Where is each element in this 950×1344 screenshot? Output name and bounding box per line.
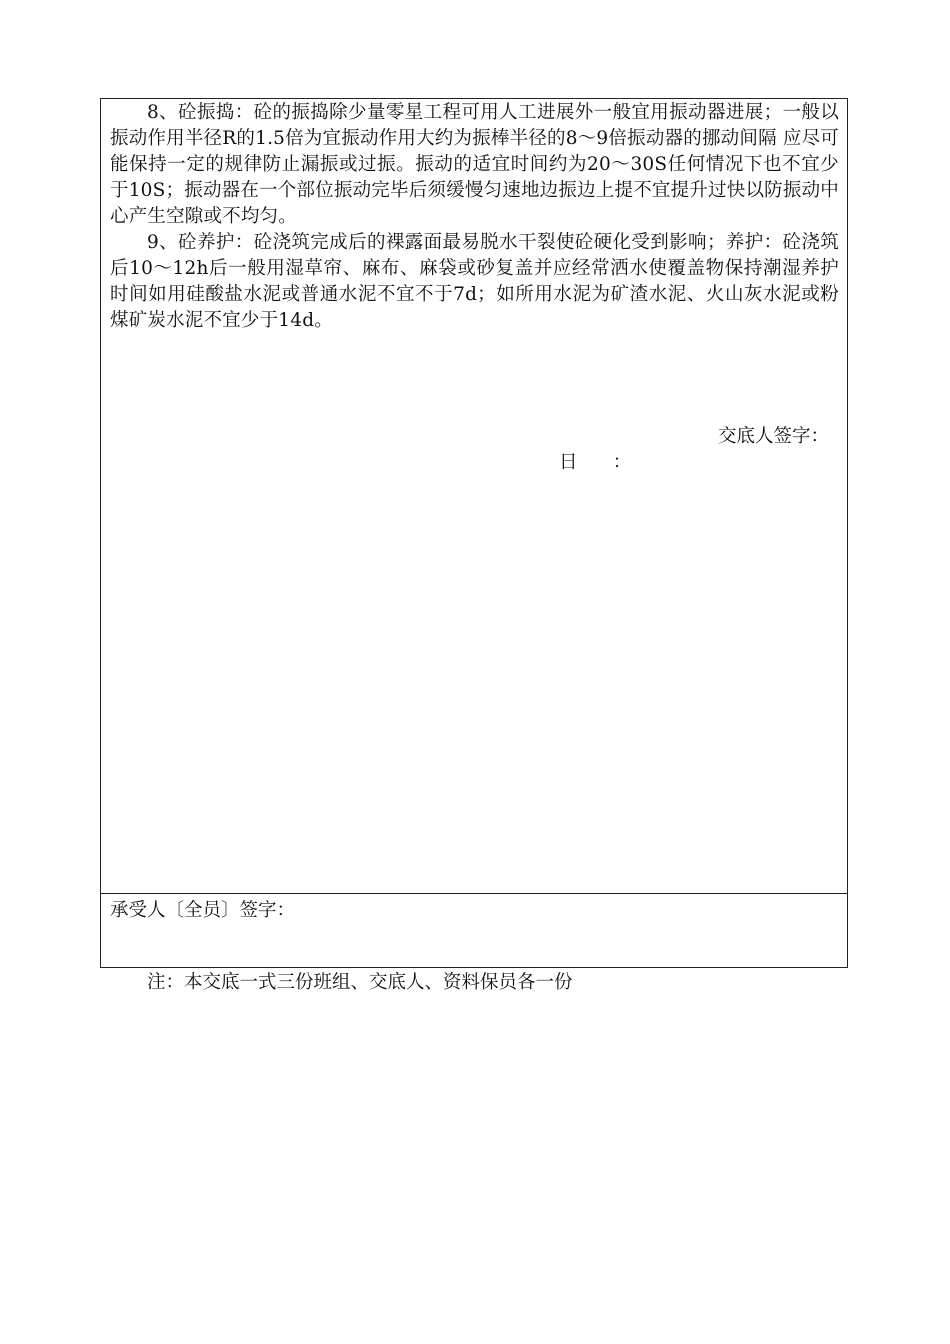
receiver-signature-label: 承受人〔全员〕签字：	[110, 900, 296, 921]
paragraph-curing: 9、砼养护：砼浇筑完成后的裸露面最易脱水干裂使砼硬化受到影响；养护：砼浇筑后10～12h后一般用湿草帘、麻布、麻袋或砂复盖并应经常洒水使覆盖物保持潮湿养护时间如用硅酸盐水泥或普通水泥不宜不于7d；如所用水泥为矿渣水泥、火山灰水泥或粉煤矿炭水泥不宜少于14d。	[110, 232, 839, 331]
date-label: 日 ：	[559, 452, 632, 473]
paragraph-vibration: 8、砼振捣：砼的振捣除少量零星工程可用人工进展外一般宜用振动器进展；一般以振动作用半径R的1.5倍为宜振动作用大约为振棒半径的8～9倍振动器的挪动间隔 应尽可能保持一定的规律防止漏振或过振。振动的适宜时间约为20～30S任何情况下也不宜少于10S；振动器在一个部位振动完毕后须缓慢匀速地边振边上提不宜提升过快以防振动中心产生空隙或不均匀。	[110, 102, 839, 227]
disclosure-table	[100, 98, 848, 968]
receiver-cell	[101, 894, 847, 967]
discloser-signature-label: 交底人签字：	[717, 426, 829, 447]
content-cell	[101, 99, 847, 894]
footer-note: 注：本交底一式三份班组、交底人、资料保员各一份	[147, 972, 573, 993]
